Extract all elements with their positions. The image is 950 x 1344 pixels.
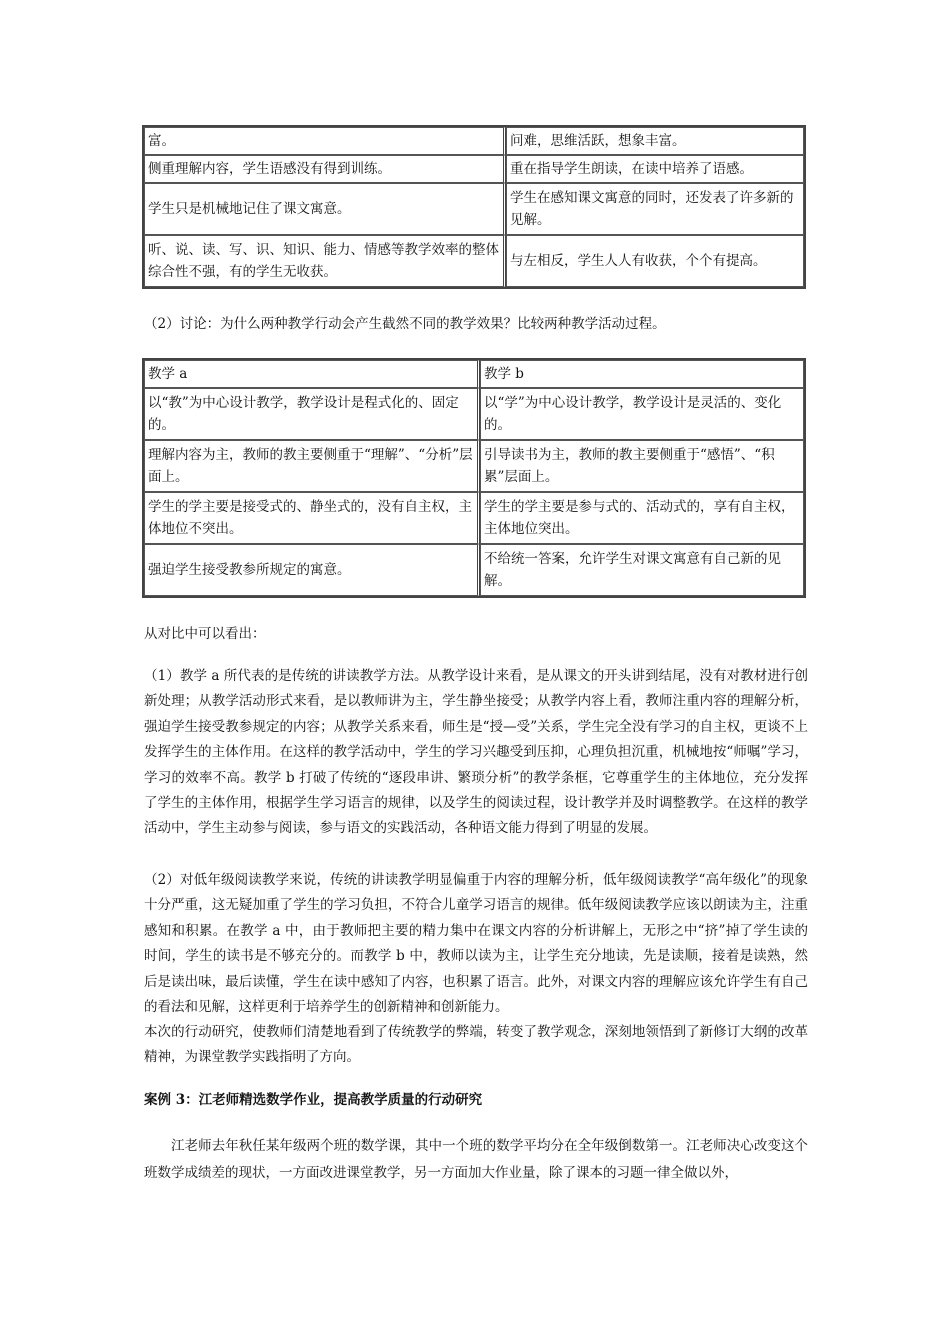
table-cell: 学生的学主要是参与式的、活动式的，享有自主权，主体地位突出。 (480, 492, 804, 544)
table-cell: 富。 (144, 127, 506, 155)
research-summary: 本次的行动研究，使教师们清楚地看到了传统教学的弊端，转变了教学观念，深刻地领悟到了新修订大纲的改革精神，为课堂教学实践指明了方向。 (144, 1024, 808, 1066)
table-row (144, 440, 804, 492)
table-cell: 不给统一答案，允许学生对课文寓意有自己新的见解。 (480, 544, 804, 596)
table-cell: 问难，思维活跃，想象丰富。 (506, 127, 804, 155)
table-row (144, 492, 804, 544)
table-cell: 以“学”为中心设计教学，教学设计是灵活的、变化的。 (480, 388, 804, 440)
table-header-row (144, 360, 804, 388)
table-cell: 与左相反，学生人人有收获，个个有提高。 (506, 235, 804, 287)
teaching-comparison-table (142, 358, 806, 598)
table-cell: 强迫学生接受教参所规定的寓意。 (144, 544, 480, 596)
table-row (144, 183, 804, 235)
table-cell: 理解内容为主，教师的教主要侧重于“理解”、“分析”层面上。 (144, 440, 480, 492)
column-header: 教学 a (144, 360, 480, 388)
analysis-point-2: （2）对低年级阅读教学来说，传统的讲读教学明显偏重于内容的理解分析，低年级阅读教学“高年级化”的现象十分严重，这无疑加重了学生的学习负担，不符合儿童学习语言的规律。低年级阅读教学应该以朗读为主，注重感知和积累。在教学 a 中，由于教师把主要的精力集中在课文内容的分析讲解上，无形之中“挤”掉了学生读的时间，学生的读书是不够充分的。而教学 b 中，教师以读为主，让学生充分地读，先是读顺，接着是读熟，然后是读出味，最后读懂，学生在读中感知了内容，也积累了语言。此外，对课文内容的理解应该允许学生有自己的看法和见解，这样更利于培养学生的创新精神和创新能力。 (144, 872, 808, 1016)
table-cell: 学生的学主要是接受式的、静坐式的，没有自主权，主体地位不突出。 (144, 492, 480, 544)
conclusion-intro: 从对比中可以看出： (144, 626, 266, 642)
table-cell: 学生在感知课文寓意的同时，还发表了许多新的见解。 (506, 183, 804, 235)
analysis-point-1: （1）教学 a 所代表的是传统的讲读教学方法。从教学设计来看，是从课文的开头讲到结尾，没有对教材进行创新处理；从教学活动形式来看，是以教师讲为主，学生静坐接受；从教学内容上看，教师注重内容的理解分析，强迫学生接受教参规定的内容；从教学关系来看，师生是“授—受”关系，学生完全没有学习的自主权，更谈不上发挥学生的主体作用。在这样的教学活动中，学生的学习兴趣受到压抑，心理负担沉重，机械地按“师嘱”学习，学习的效率不高。教学 b 打破了传统的“逐段串讲、繁琐分析”的教学条框，它尊重学生的主体地位，充分发挥了学生的主体作用，根据学生学习语言的规律，以及学生的阅读过程，设计教学并及时调整教学。在这样的教学活动中，学生主动参与阅读，参与语文的实践活动，各种语文能力得到了明显的发展。 (144, 668, 808, 837)
table-cell: 侧重理解内容，学生语感没有得到训练。 (144, 155, 506, 183)
discussion-heading: （2）讨论：为什么两种教学行动会产生截然不同的教学效果？比较两种教学活动过程。 (144, 316, 666, 332)
case-3-title: 案例 3：江老师精选数学作业，提高教学质量的行动研究 (144, 1092, 483, 1108)
table-cell: 以“教”为中心设计教学，教学设计是程式化的、固定的。 (144, 388, 480, 440)
table-row (144, 544, 804, 596)
table-cell: 听、说、读、写、识、知识、能力、情感等教学效率的整体综合性不强，有的学生无收获。 (144, 235, 506, 287)
column-header: 教学 b (480, 360, 804, 388)
table-cell: 引导读书为主，教师的教主要侧重于“感悟”、“积累”层面上。 (480, 440, 804, 492)
table-row (144, 155, 804, 183)
table-cell: 学生只是机械地记住了课文寓意。 (144, 183, 506, 235)
table-row (144, 235, 804, 287)
table-row (144, 127, 804, 155)
comparison-table-continued (142, 125, 806, 289)
case-3-body: 江老师去年秋任某年级两个班的数学课，其中一个班的数学平均分在全年级倒数第一。江老师决心改变这个班数学成绩差的现状，一方面改进课堂教学，另一方面加大作业量，除了课本的习题一律全做以外， (144, 1138, 808, 1181)
table-cell: 重在指导学生朗读，在读中培养了语感。 (506, 155, 804, 183)
table-row (144, 388, 804, 440)
